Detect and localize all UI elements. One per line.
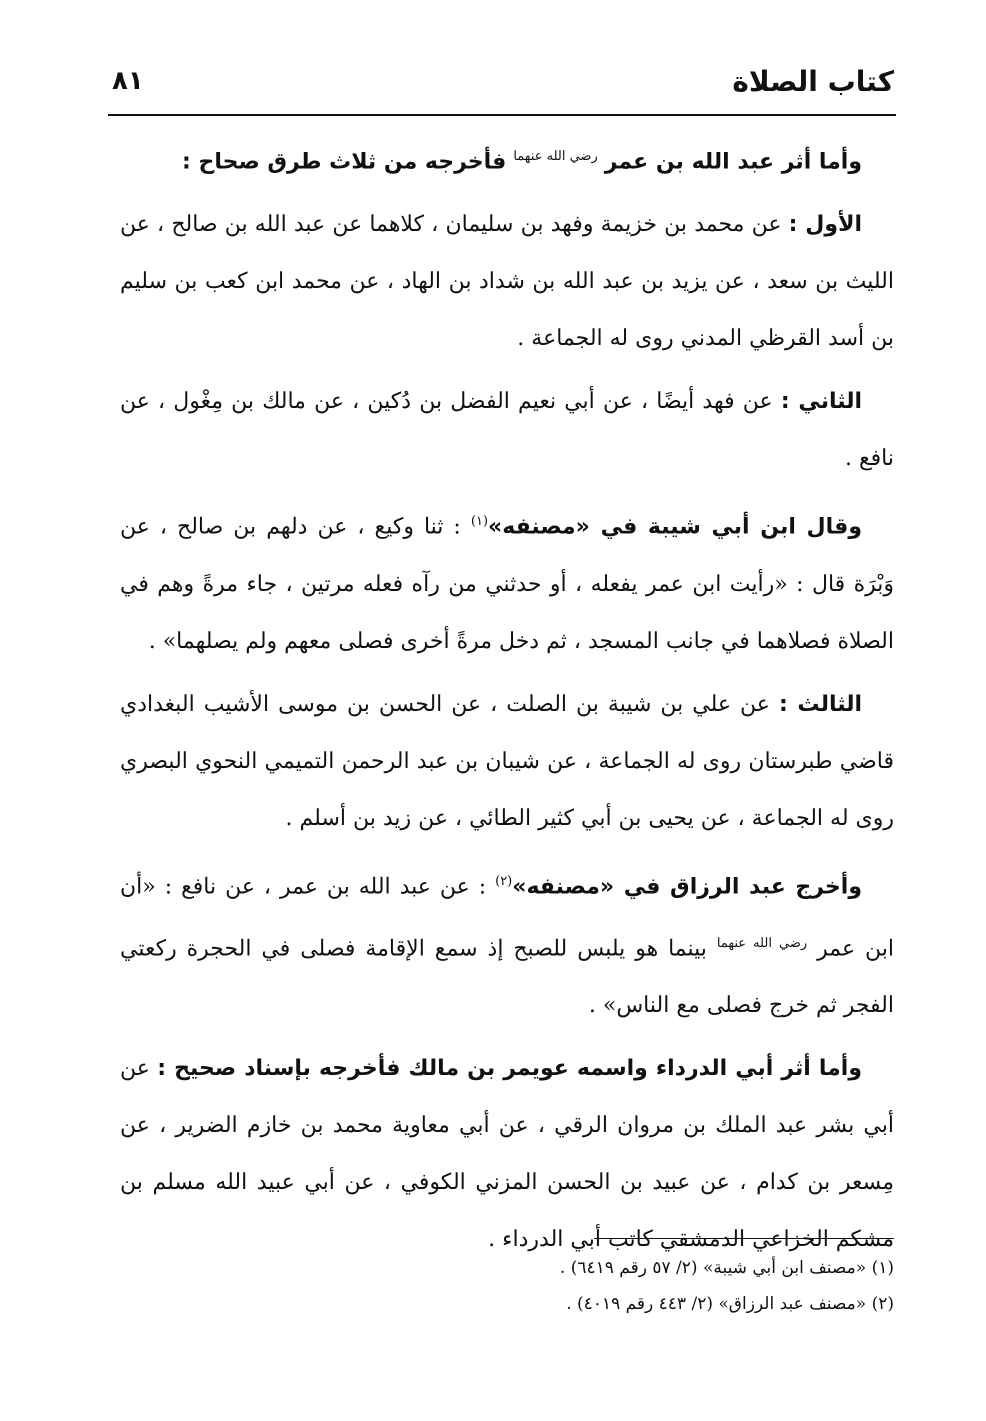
book-title: كتاب الصلاة (732, 64, 894, 98)
label-abd-al-razzaq: وأخرج عبد الرزاق في «مصنفه» (512, 873, 862, 899)
paragraph-ibn-umar-intro (120, 128, 894, 190)
text-first: عن محمد بن خزيمة وفهد بن سليمان ، كلاهما عن عبد الله بن صالح ، عن الليث بن سعد ، عن يزيد بن عبد الله بن شداد بن الهاد ، عن محمد ابن كعب بن سليم بن أسد القرظي المدني روى له الجماعة . (120, 212, 894, 352)
honorific-symbol: رضي الله عنهما (513, 149, 598, 164)
text-abd-al-razzaq-a: : عن عبد الله بن عمر ، عن نافع : «أن ابن عمر (120, 873, 894, 962)
heading-ibn-umar: وأما أثر عبد الله بن عمر (604, 149, 862, 175)
paragraph-abd-al-razzaq (120, 853, 894, 1035)
paragraph-second-route (120, 373, 894, 487)
footnote-rule (594, 1238, 894, 1239)
paragraph-abu-al-darda (120, 1040, 894, 1268)
text-abd-al-razzaq-b: بينما هو يلبس للصبح إذ سمع الإقامة فصلى في الحجرة ركعتي الفجر ثم خرج فصلى مع الناس» . (120, 936, 894, 1019)
label-second: الثاني : (780, 389, 862, 415)
honorific-symbol: رضي الله عنهما (716, 935, 808, 951)
footnote-1: (١) «مصنف ابن أبي شيبة» (٢/ ٥٧ رقم ٦٤١٩) . (559, 1258, 894, 1278)
text-third: عن علي بن شيبة بن الصلت ، عن الحسن بن موسى الأشيب البغدادي قاضي طبرستان روى له الجماعة ، عن شيبان بن عبد الرحمن التميمي النحوي البصري روى له الجماعة ، عن يحيى بن أبي كثير الطائي ، عن زيد بن أسلم . (120, 691, 894, 831)
footnote-2: (٢) «مصنف عبد الرزاق» (٢/ ٤٤٣ رقم ٤٠١٩) . (566, 1294, 894, 1314)
paragraph-first-route (120, 196, 894, 367)
text-abu-al-darda: عن أبي بشر عبد الملك بن مروان الرقي ، عن أبي معاوية محمد بن خازم الضرير ، عن مِسعر بن كدام ، عن عبيد بن الحسن المزني الكوفي ، عن أبي عبيد الله مسلم بن مشكم الخزاعي الدمشقي كاتب أبي الدرداء . (120, 1056, 894, 1253)
footnote-ref-1[interactable]: (١) (470, 514, 489, 530)
label-abu-al-darda: وأما أثر أبي الدرداء واسمه عويمر بن مالك فأخرجه بإسناد صحيح : (157, 1056, 862, 1082)
label-third: الثالث : (778, 691, 862, 717)
page-header (112, 52, 894, 110)
text-second: عن فهد أيضًا ، عن أبي نعيم الفضل بن دُكين ، عن مالك بن مِغْول ، عن نافع . (120, 389, 894, 472)
label-first: الأول : (788, 212, 862, 238)
header-rule (108, 114, 896, 116)
paragraph-third-route (120, 676, 894, 847)
footnote-ref-2[interactable]: (٢) (495, 873, 513, 889)
paragraph-ibn-abi-shaybah (120, 493, 894, 669)
label-ibn-abi-shaybah: وقال ابن أبي شيبة في «مصنفه» (488, 514, 862, 540)
main-text (120, 128, 894, 1274)
page-number: ٨١ (112, 66, 144, 96)
footnotes (120, 1250, 894, 1322)
text-ibn-abi-shaybah: : ثنا وكيع ، عن دلهم بن صالح ، عن وَبْرَة قال : «رأيت ابن عمر يفعله ، أو حدثني من رآه فعله مرتين ، جاء مرةً وهم في الصلاة فصلاهما في جانب المسجد ، ثم دخل مرةً أخرى فصلى معهم ولم يصلهما» . (120, 514, 894, 654)
heading-ibn-umar-cont: فأخرجه من ثلاث طرق صحاح : (182, 149, 507, 175)
